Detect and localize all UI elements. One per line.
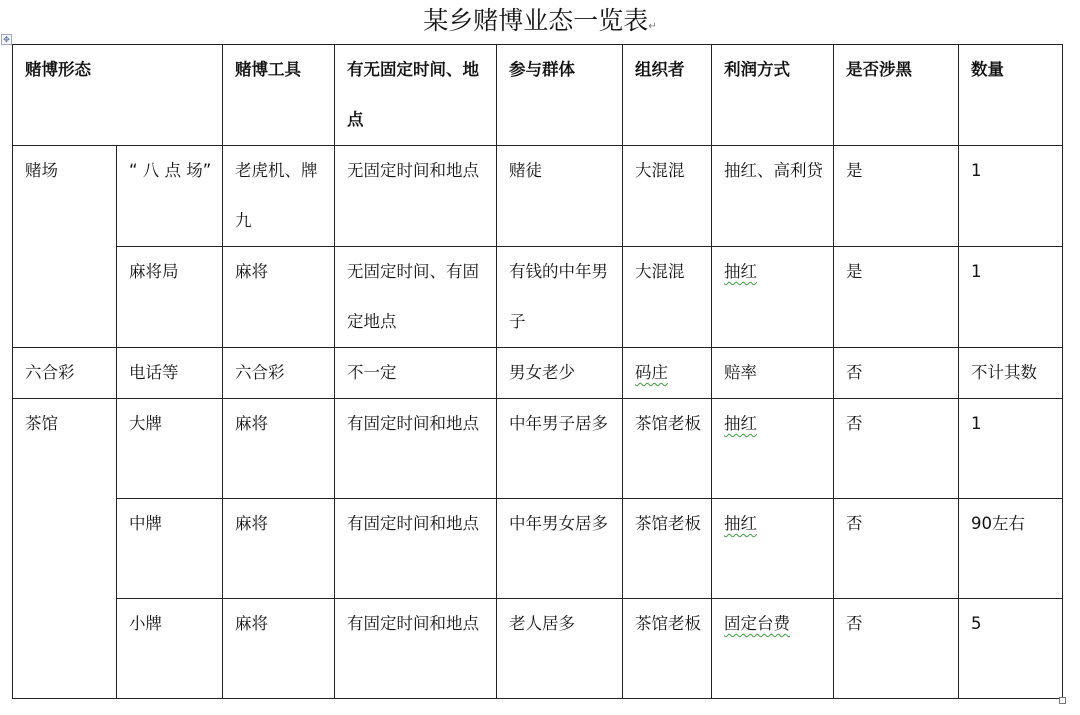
cell-count: 不计其数	[959, 348, 1063, 399]
cell-sub: 麻将局	[117, 247, 223, 348]
cell-time: 有固定时间和地点	[335, 499, 497, 599]
cell-organizer: 茶馆老板	[623, 599, 712, 699]
cell-gang: 否	[834, 599, 959, 699]
move-icon[interactable]: ✥	[1, 34, 12, 45]
cell-organizer: 大混混	[623, 247, 712, 348]
cell-tool: 麻将	[223, 399, 335, 499]
cell-profit: 抽红、高利贷	[712, 146, 834, 247]
cell-organizer: 茶馆老板	[623, 399, 712, 499]
cell-profit: 抽红	[712, 499, 834, 599]
cell-organizer: 码庄	[623, 348, 712, 399]
cell-profit: 固定台费	[712, 599, 834, 699]
table-row	[13, 348, 1063, 399]
header-profit: 利润方式	[712, 45, 834, 146]
cell-gang: 是	[834, 146, 959, 247]
cell-gang: 否	[834, 399, 959, 499]
cell-count: 1	[959, 399, 1063, 499]
resize-icon[interactable]	[1059, 697, 1066, 704]
cell-profit: 抽红	[712, 399, 834, 499]
cell-time: 无固定时间和地点	[335, 146, 497, 247]
cell-group: 中年男子居多	[497, 399, 623, 499]
cell-sub: “ 八 点 场”	[117, 146, 223, 247]
cell-profit: 抽红	[712, 247, 834, 348]
cell-tool: 麻将	[223, 599, 335, 699]
header-tool: 赌博工具	[223, 45, 335, 146]
header-gang: 是否涉黑	[834, 45, 959, 146]
header-organizer: 组织者	[623, 45, 712, 146]
paragraph-mark: ↵	[648, 21, 657, 32]
cell-sub: 中牌	[117, 499, 223, 599]
table-row	[13, 247, 1063, 348]
cell-count: 1	[959, 247, 1063, 348]
table-row	[13, 146, 1063, 247]
table-row	[13, 399, 1063, 499]
cell-group: 老人居多	[497, 599, 623, 699]
cell-gang: 否	[834, 348, 959, 399]
cell-count: 90左右	[959, 499, 1063, 599]
cell-sub: 电话等	[117, 348, 223, 399]
cell-tool: 麻将	[223, 247, 335, 348]
cell-sub: 大牌	[117, 399, 223, 499]
cell-group: 中年男女居多	[497, 499, 623, 599]
cell-time: 有固定时间和地点	[335, 399, 497, 499]
cell-tool: 老虎机、牌九	[223, 146, 335, 247]
cell-group: 赌徒	[497, 146, 623, 247]
title-text: 某乡赌博业态一览表	[423, 6, 649, 35]
cell-organizer: 大混混	[623, 146, 712, 247]
header-form: 赌博形态	[13, 45, 223, 146]
gambling-table	[12, 44, 1063, 699]
cell-time: 有固定时间和地点	[335, 599, 497, 699]
table-row	[13, 499, 1063, 599]
group-casino: 赌场	[13, 146, 117, 348]
cell-tool: 麻将	[223, 499, 335, 599]
cell-time: 无固定时间、有固定地点	[335, 247, 497, 348]
cell-gang: 是	[834, 247, 959, 348]
cell-group: 男女老少	[497, 348, 623, 399]
cell-count: 1	[959, 146, 1063, 247]
header-count: 数量	[959, 45, 1063, 146]
cell-group: 有钱的中年男子	[497, 247, 623, 348]
cell-gang: 否	[834, 499, 959, 599]
cell-profit: 赔率	[712, 348, 834, 399]
group-teahouse: 茶馆	[13, 399, 117, 699]
document-title	[0, 4, 1080, 44]
table-row	[13, 599, 1063, 699]
cell-count: 5	[959, 599, 1063, 699]
cell-organizer: 茶馆老板	[623, 499, 712, 599]
cell-time: 不一定	[335, 348, 497, 399]
header-group: 参与群体	[497, 45, 623, 146]
header-time: 有无固定时间、地点	[335, 45, 497, 146]
header-row	[13, 45, 1063, 146]
cell-tool: 六合彩	[223, 348, 335, 399]
group-lhc: 六合彩	[13, 348, 117, 399]
cell-sub: 小牌	[117, 599, 223, 699]
